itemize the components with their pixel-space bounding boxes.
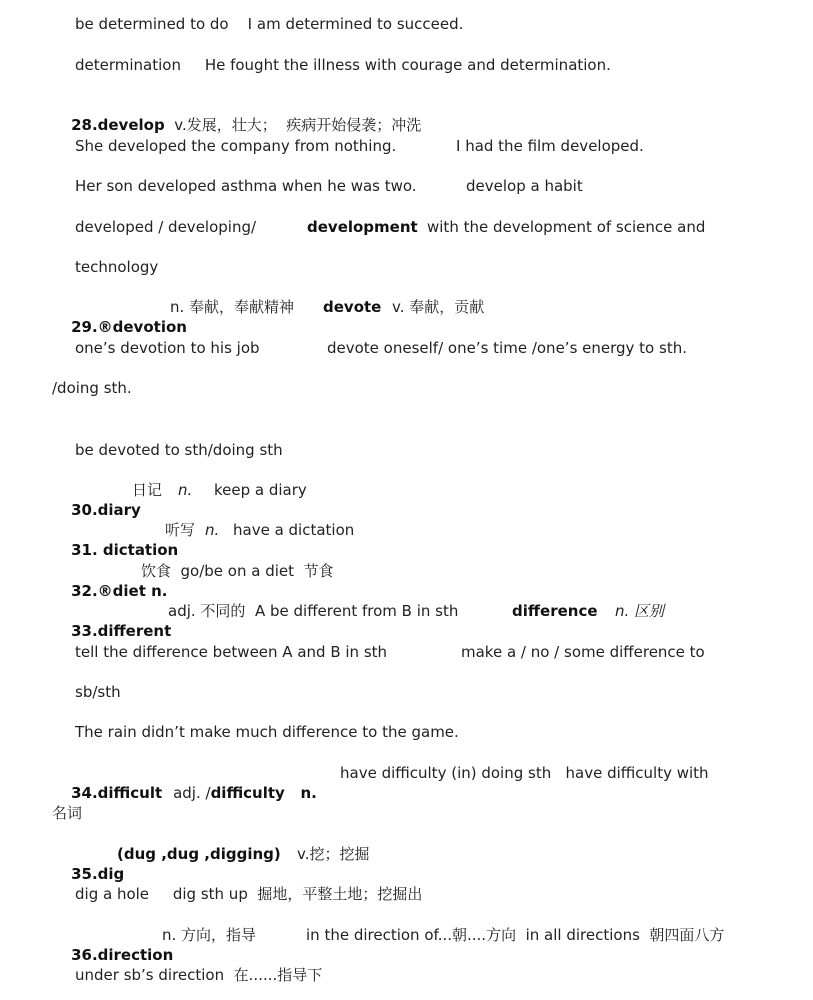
example-line: keep a diary: [214, 481, 307, 499]
example-line: tell the difference between A and B in sth: [75, 643, 388, 661]
definition: 饮食 go/be on a diet 节食: [141, 562, 334, 580]
example-line: The rain didn’t make much difference to the game.: [75, 723, 459, 741]
example-line: technology: [75, 258, 159, 276]
headword: difference: [512, 602, 598, 620]
headword: difficulty n.: [210, 784, 317, 802]
example-line: with the development of science and: [427, 218, 706, 236]
example-line: /doing sth.: [52, 379, 132, 397]
definition: n. 奉献，奉献精神: [170, 298, 295, 316]
entry-line: determination He fought the illness with courage and determination.: [75, 56, 611, 74]
headword: devote: [323, 298, 382, 316]
definition: adj. 不同的 A be different from B in sth: [168, 602, 459, 620]
example-line: have a dictation: [233, 521, 355, 539]
example-line: under sb’s direction 在......指导下: [75, 966, 323, 984]
headword: 32.®diet n.: [71, 582, 168, 600]
part-of-speech: n.: [205, 521, 220, 539]
example-line: devote oneself/ one’s time /one’s energy to sth.: [327, 339, 687, 357]
example-line: She developed the company from nothing.: [75, 137, 397, 155]
entry-line: be determined to do I am determined to succeed.: [75, 15, 464, 33]
headword: 33.different: [71, 622, 172, 640]
headword: 36.direction: [71, 946, 174, 964]
example-line: develop a habit: [466, 177, 583, 195]
headword: 35.dig: [71, 865, 125, 883]
example-line: I had the film developed.: [456, 137, 644, 155]
verb-forms: (dug ,dug ,digging): [117, 845, 281, 863]
example-line: in the direction of...朝....方向 in all directions 朝四面八方: [306, 926, 725, 944]
entry-line: [154, 763, 317, 823]
headword: 31. dictation: [71, 541, 179, 559]
definition: n. 方向，指导: [162, 926, 257, 944]
headword: 28.develop: [71, 116, 165, 134]
example-line: make a / no / some difference to: [461, 643, 705, 661]
headword: 29.®devotion: [71, 318, 187, 336]
part-of-speech: n.: [178, 481, 193, 499]
definition: v.挖；挖掘: [297, 845, 370, 863]
definition: v.发展，壮大； 疾病开始侵袭；冲洗: [164, 116, 422, 134]
definition: n. 区别: [615, 602, 665, 620]
example-line: one’s devotion to his job: [75, 339, 260, 357]
example-line: be devoted to sth/doing sth: [75, 441, 283, 459]
example-line: have difficulty (in) doing sth have difficulty with: [340, 764, 709, 782]
example-line: Her son developed asthma when he was two.: [75, 177, 417, 195]
example-line: dig a hole dig sth up 掘地，平整土地；挖掘出: [75, 885, 423, 903]
example-line: 名词: [52, 804, 83, 822]
definition: 听写: [165, 521, 196, 539]
definition: v. 奉献，贡献: [392, 298, 485, 316]
definition: 日记: [132, 481, 163, 499]
headword: 34.difficult: [71, 784, 163, 802]
example-line: developed / developing/: [75, 218, 257, 236]
example-line: sb/sth: [75, 683, 121, 701]
headword: development: [307, 218, 418, 236]
definition: adj. /: [173, 784, 211, 802]
headword: 30.diary: [71, 501, 141, 519]
